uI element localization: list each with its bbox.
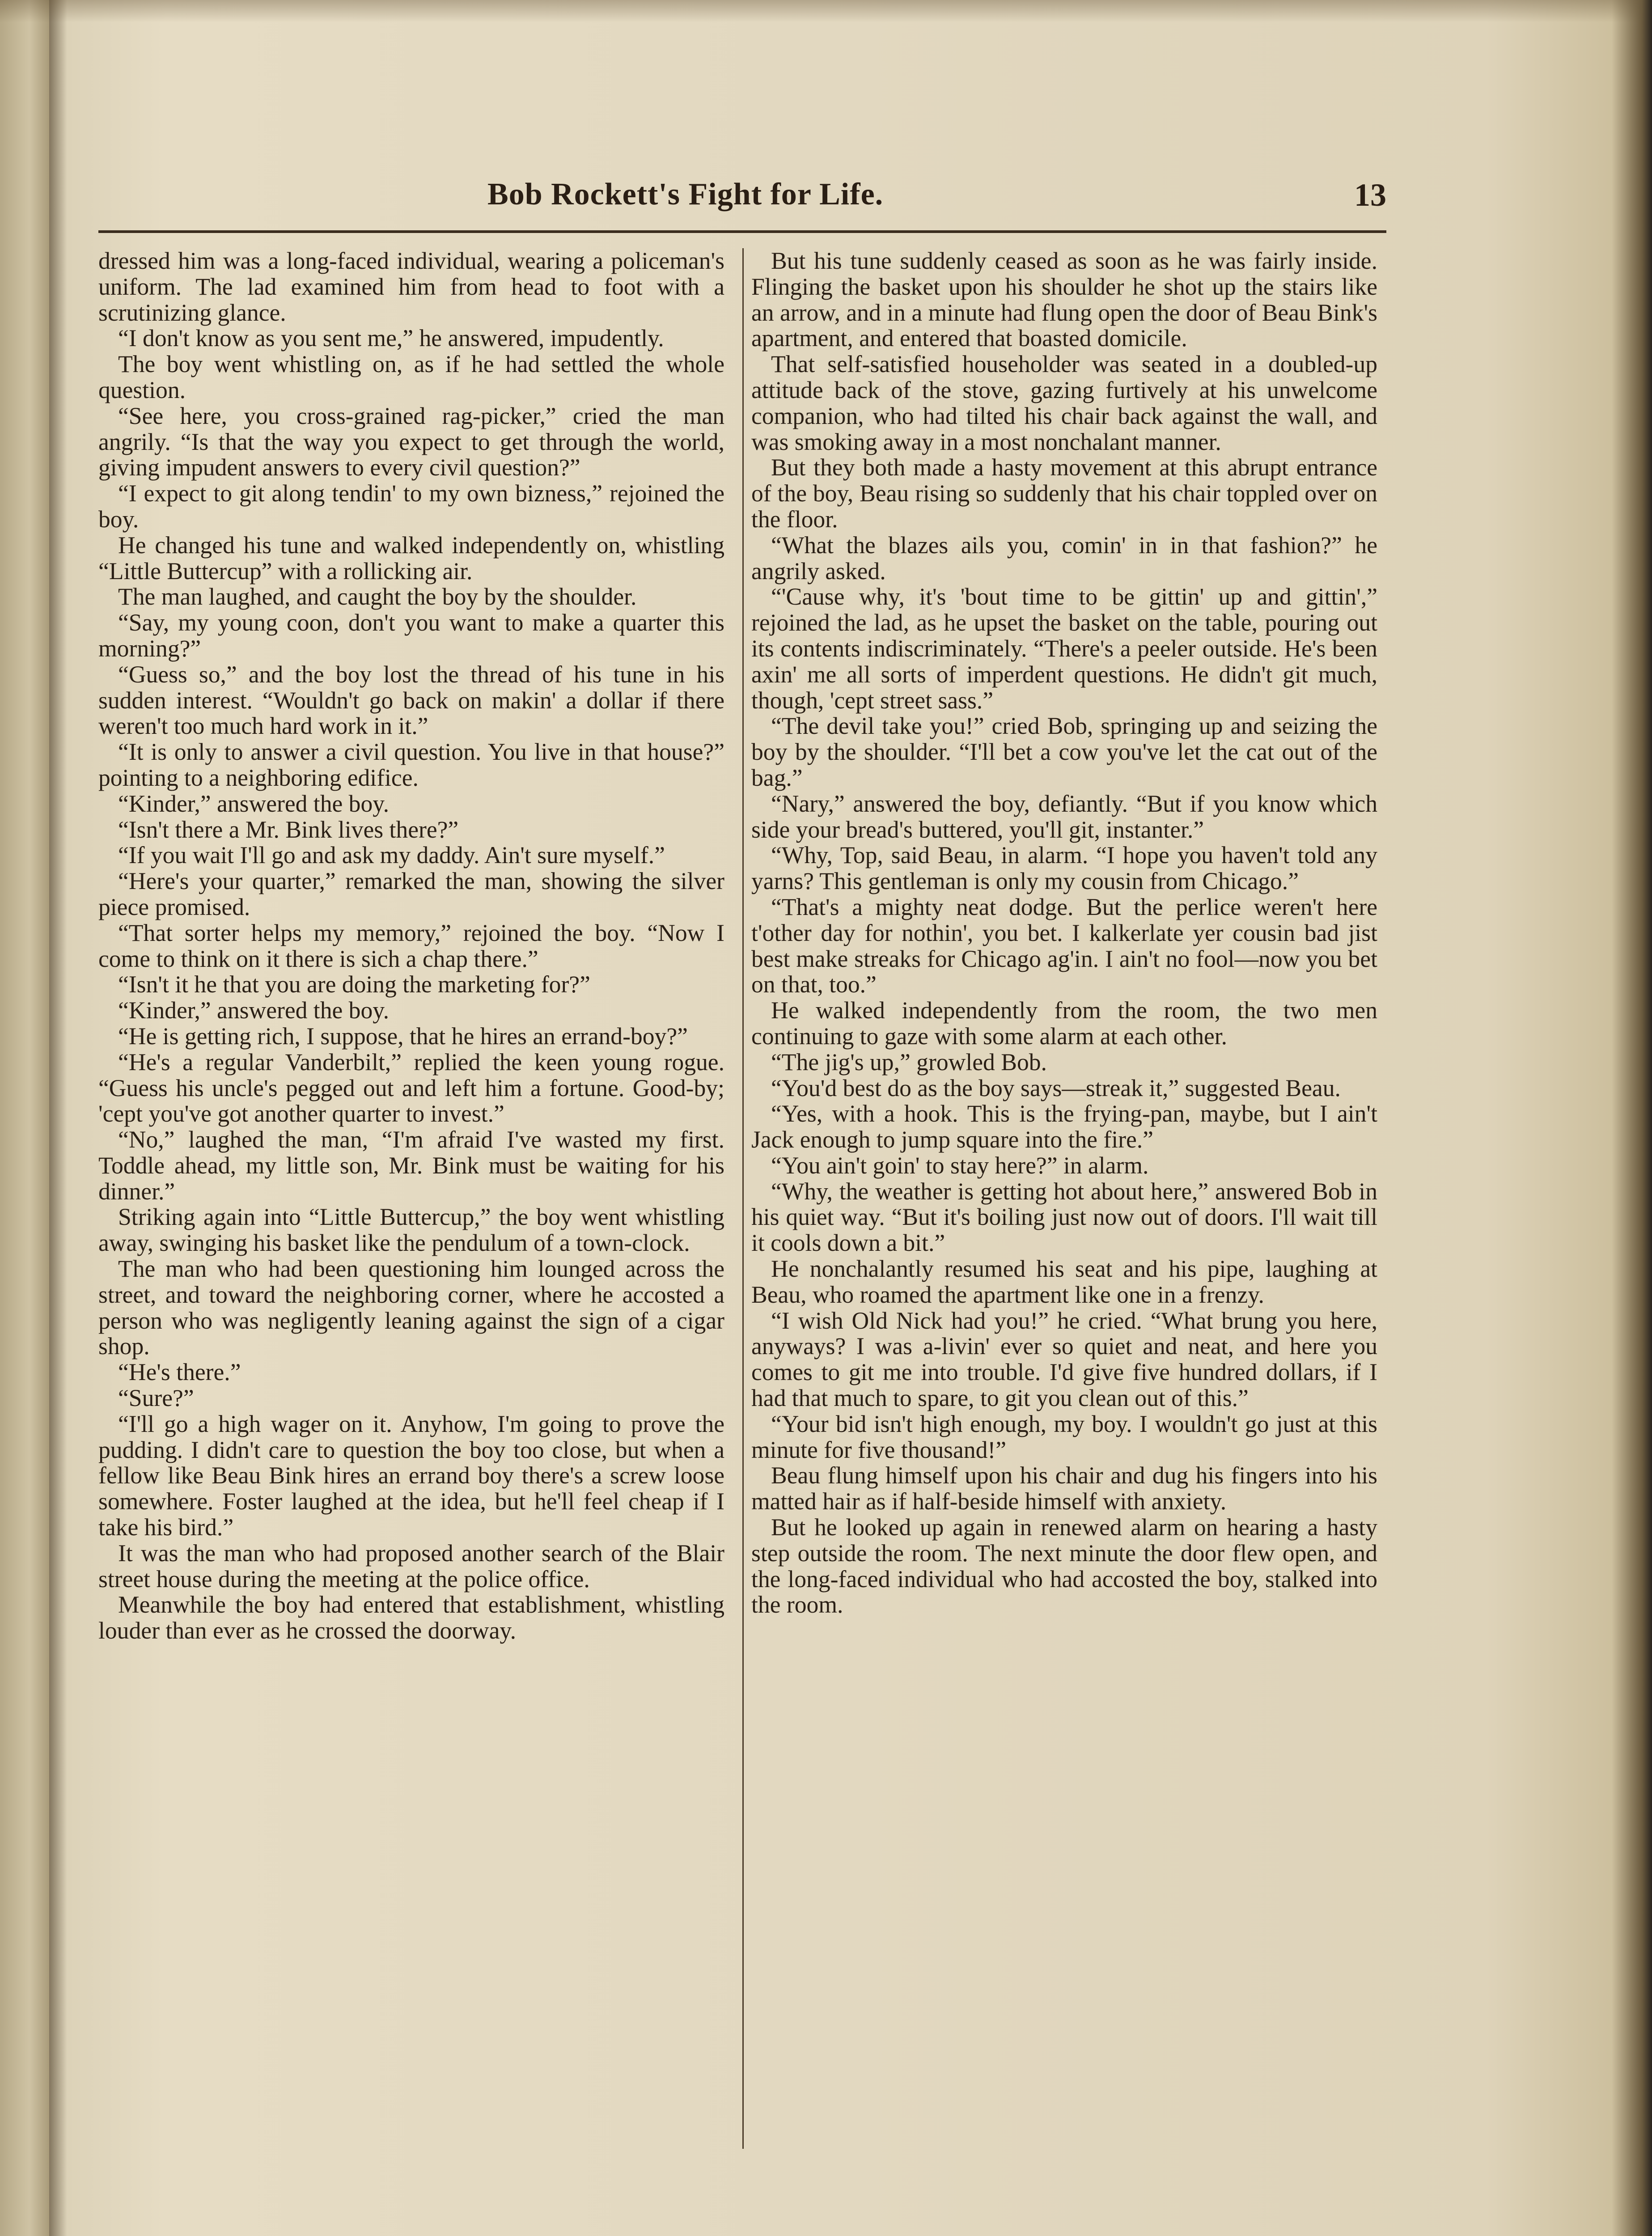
column-divider (742, 248, 744, 2149)
paragraph: The man laughed, and caught the boy by the shoulder. (118, 583, 637, 610)
paragraph: “That's a mighty neat dodge. But the perlice weren't here t'other day for nothin', you bet. I kalkerlate yer cousin bad jist best make streaks for Chicago ag'in. I ain't no fool—now you bet on that, too.” (751, 893, 1377, 998)
paragraph: “He's there.” (118, 1359, 241, 1386)
paragraph: But he looked up again in renewed alarm on hearing a hasty step outside the room. The next minute the door flew open, and the long-faced individual who had accosted the boy, stalked into the room. (751, 1514, 1377, 1618)
top-edge-shading (0, 0, 1652, 22)
left-text-column (98, 248, 724, 1644)
paragraph: dressed him was a long-faced individual, wearing a policeman's uniform. The lad examined him from head to foot with a scrutinizing glance. (98, 247, 724, 326)
paragraph: “Guess so,” and the boy lost the thread of his tune in his sudden interest. “Wouldn't go back on makin' a dollar if there weren't too much hard work in it.” (98, 661, 724, 740)
paragraph: “Why, the weather is getting hot about here,” answered Bob in his quiet way. “But it's boiling just now out of doors. I'll wait till it cools down a bit.” (751, 1177, 1377, 1257)
paragraph: “I expect to git along tendin' to my own bizness,” rejoined the boy. (98, 480, 724, 533)
paragraph: But his tune suddenly ceased as soon as he was fairly inside. Flinging the basket upon his shoulder he shot up the stairs like an arrow, and in a minute had flung open the door of Beau Bink's apartment, and entered that boasted domicile. (751, 247, 1377, 352)
paragraph: “See here, you cross-grained rag-picker,” cried the man angrily. “Is that the way you expect to get through the world, giving impudent answers to every civil question?” (98, 402, 724, 481)
paragraph: “The devil take you!” cried Bob, springing up and seizing the boy by the shoulder. “I'll bet a cow you've let the cat out of the bag.” (751, 712, 1377, 791)
paragraph: “Kinder,” answered the boy. (118, 997, 389, 1024)
paragraph: “I don't know as you sent me,” he answered, impudently. (118, 325, 664, 352)
paragraph: “He is getting rich, I suppose, that he hires an errand-boy?” (118, 1022, 688, 1050)
paragraph: That self-satisfied householder was seated in a doubled-up attitude back of the stove, gazing furtively at his unwelcome companion, who had tilted his chair back against the wall, and was smoking away in a most nonchalant manner. (751, 351, 1377, 455)
paragraph: But they both made a hasty movement at this abrupt entrance of the boy, Beau rising so suddenly that his chair toppled over on the floor. (751, 454, 1377, 533)
paragraph: It was the man who had proposed another search of the Blair street house during the meeting at the police office. (98, 1539, 724, 1592)
paragraph: He nonchalantly resumed his seat and his pipe, laughing at Beau, who roamed the apartment like one in a frenzy. (751, 1255, 1377, 1308)
paragraph: The man who had been questioning him lounged across the street, and toward the neighboring corner, where he accosted a person who was negligently leaning against the sign of a cigar shop. (98, 1255, 724, 1360)
paragraph: “Your bid isn't high enough, my boy. I wouldn't go just at this minute for five thousand!” (751, 1410, 1377, 1463)
paragraph: “If you wait I'll go and ask my daddy. Ain't sure myself.” (118, 842, 665, 869)
paragraph: “You ain't goin' to stay here?” in alarm. (771, 1152, 1149, 1179)
paragraph: “You'd best do as the boy says—streak it,” suggested Beau. (771, 1074, 1341, 1101)
right-edge-shading (1612, 0, 1652, 2236)
paragraph: “Sure?” (118, 1385, 194, 1412)
right-text-column (751, 248, 1377, 1618)
paragraph: “No,” laughed the man, “I'm afraid I've wasted my first. Toddle ahead, my little son, Mr. Bink must be waiting for his dinner.” (98, 1126, 724, 1205)
paragraph: He changed his tune and walked independently on, whistling “Little Buttercup” with a rollicking air. (98, 531, 724, 584)
paragraph: “What the blazes ails you, comin' in in that fashion?” he angrily asked. (751, 531, 1377, 584)
paragraph: “Nary,” answered the boy, defiantly. “But if you know which side your bread's buttered, you'll git, instanter.” (751, 790, 1377, 843)
running-header (98, 177, 1386, 226)
running-title: Bob Rockett's Fight for Life. (487, 177, 884, 212)
paragraph: “Here's your quarter,” remarked the man, showing the silver piece promised. (98, 868, 724, 920)
paragraph: “Kinder,” answered the boy. (118, 790, 389, 817)
page-number: 13 (1354, 177, 1386, 213)
paragraph: “That sorter helps my memory,” rejoined the boy. “Now I come to think on it there is sich a chap there.” (98, 919, 724, 972)
paragraph: “Isn't it he that you are doing the marketing for?” (118, 971, 590, 998)
header-rule (98, 230, 1386, 233)
paragraph: “It is only to answer a civil question. You live in that house?” pointing to a neighboring edifice. (98, 738, 724, 791)
paragraph: “Yes, with a hook. This is the frying-pan, maybe, but I ain't Jack enough to jump square into the fire.” (751, 1100, 1377, 1153)
facing-page-edge (0, 0, 49, 2236)
paragraph: “Isn't there a Mr. Bink lives there?” (118, 816, 459, 843)
spine-shadow (49, 0, 67, 2236)
paragraph: He walked independently from the room, the two men continuing to gaze with some alarm at each other. (751, 997, 1377, 1050)
paragraph: “Say, my young coon, don't you want to make a quarter this morning?” (98, 609, 724, 662)
paragraph: Meanwhile the boy had entered that establishment, whistling louder than ever as he crossed the doorway. (98, 1591, 724, 1644)
paragraph: “The jig's up,” growled Bob. (771, 1048, 1047, 1076)
paragraph: “'Cause why, it's 'bout time to be gittin' up and gittin',” rejoined the lad, as he upset the basket on the table, pouring out its contents indiscriminately. “There's a peeler outside. He's been axin' me all sorts of imperdent questions. He didn't git much, though, 'cept street sass.” (751, 583, 1377, 714)
paragraph: Striking again into “Little Buttercup,” the boy went whistling away, swinging his basket like the pendulum of a town-clock. (98, 1203, 724, 1257)
paragraph: “He's a regular Vanderbilt,” replied the keen young rogue. “Guess his uncle's pegged out and left him a fortune. Good-by; 'cept you've got another quarter to invest.” (98, 1048, 724, 1127)
paragraph: “I'll go a high wager on it. Anyhow, I'm going to prove the pudding. I didn't care to question the boy too close, but when a fellow like Beau Bink hires an errand boy there's a screw loose somewhere. Foster laughed at the idea, but he'll feel cheap if I take his bird.” (98, 1410, 724, 1541)
paragraph: The boy went whistling on, as if he had settled the whole question. (98, 351, 724, 403)
paragraph: “Why, Top, said Beau, in alarm. “I hope you haven't told any yarns? This gentleman is only my cousin from Chicago.” (751, 842, 1377, 895)
paragraph: Beau flung himself upon his chair and dug his fingers into his matted hair as if half-beside himself with anxiety. (751, 1462, 1377, 1515)
paragraph: “I wish Old Nick had you!” he cried. “What brung you here, anyways? I was a-livin' ever so quiet and neat, and here you comes to git me into trouble. I'd give five hundred dollars, if I had that much to spare, to git you clean out of this.” (751, 1307, 1377, 1412)
